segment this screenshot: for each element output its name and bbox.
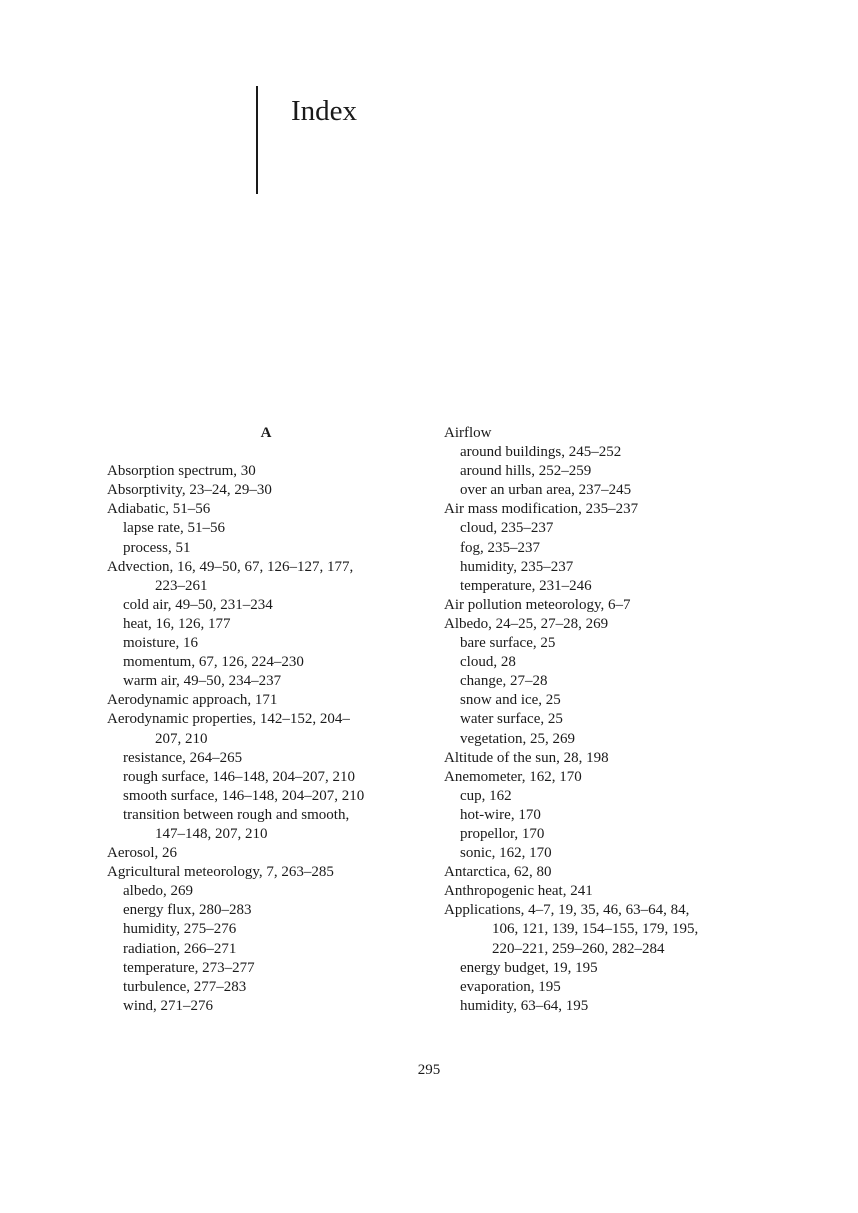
index-subentry: transition between rough and smooth, 147–148, 207, 210 — [107, 806, 425, 844]
index-subentry: warm air, 49–50, 234–237 — [123, 673, 282, 690]
index-entry: Airflow — [444, 425, 492, 441]
entry-continuation: 147–148, 207, 210 — [155, 825, 268, 842]
index-entry: Anthropogenic heat, 241 — [444, 883, 593, 900]
index-subentry: hot-wire, 170 — [460, 806, 541, 823]
index-entry: Albedo, 24–25, 27–28, 269 — [444, 615, 609, 632]
index-entry: Aerodynamic properties, 142–152, 204– 207, 210 — [107, 710, 425, 748]
index-subentry: temperature, 273–277 — [123, 959, 255, 976]
index-entry: Absorptivity, 23–24, 29–30 — [107, 482, 272, 499]
entry-continuation: 106, 121, 139, 154–155, 179, 195, — [492, 921, 699, 938]
entry-continuation: 223–261 — [155, 577, 208, 594]
index-subentry: albedo, 269 — [123, 883, 193, 900]
index-subentry: change, 27–28 — [460, 673, 548, 690]
index-subentry: sonic, 162, 170 — [460, 845, 552, 862]
index-subentry: fog, 235–237 — [460, 539, 540, 556]
entry-continuation: 207, 210 — [155, 730, 208, 747]
index-subentry: around hills, 252–259 — [460, 463, 592, 480]
index-subentry: evaporation, 195 — [460, 978, 561, 995]
index-subentry: turbulence, 277–283 — [123, 978, 247, 995]
index-column-left — [107, 424, 425, 1016]
index-subentry: temperature, 231–246 — [460, 577, 592, 594]
index-entry: Agricultural meteorology, 7, 263–285 — [107, 864, 334, 881]
index-subentry: smooth surface, 146–148, 204–207, 210 — [123, 787, 365, 804]
index-subentry: snow and ice, 25 — [460, 692, 561, 709]
index-subentry: vegetation, 25, 269 — [460, 730, 575, 747]
vertical-rule — [256, 86, 258, 194]
index-subentry: wind, 271–276 — [123, 997, 213, 1014]
index-subentry: humidity, 235–237 — [460, 558, 574, 575]
page-title: Index — [291, 95, 358, 127]
index-entry: Air pollution meteorology, 6–7 — [444, 596, 631, 613]
index-subentry: energy flux, 280–283 — [123, 902, 252, 919]
index-subentry: rough surface, 146–148, 204–207, 210 — [123, 768, 356, 785]
index-subentry: cup, 162 — [460, 787, 512, 804]
index-subentry: cloud, 28 — [460, 654, 516, 671]
index-subentry: radiation, 266–271 — [123, 940, 237, 957]
index-subentry: momentum, 67, 126, 224–230 — [123, 654, 304, 671]
index-subentry: lapse rate, 51–56 — [123, 520, 226, 537]
index-entry: Applications, 4–7, 19, 35, 46, 63–64, 84, 106, 121, 139, 154–155, 179, 195, 220–221, 259–260, 282–284 — [444, 901, 764, 958]
page-number: 295 — [417, 1062, 441, 1078]
index-subentry: cloud, 235–237 — [460, 520, 554, 537]
index-subentry: propellor, 170 — [460, 825, 545, 842]
index-subentry: cold air, 49–50, 231–234 — [123, 596, 273, 613]
index-subentry: moisture, 16 — [123, 635, 198, 652]
index-subentry: process, 51 — [123, 539, 191, 556]
index-subentry: water surface, 25 — [460, 711, 563, 728]
index-subentry: humidity, 275–276 — [123, 921, 237, 938]
index-subentry: around buildings, 245–252 — [460, 444, 622, 461]
index-column-right — [444, 424, 764, 1016]
index-subentry: energy budget, 19, 195 — [460, 959, 598, 976]
index-subentry: over an urban area, 237–245 — [460, 482, 632, 499]
entry-continuation: 220–221, 259–260, 282–284 — [492, 940, 665, 957]
index-subentry: bare surface, 25 — [460, 635, 556, 652]
section-letter: A — [260, 425, 272, 441]
index-subentry: resistance, 264–265 — [123, 749, 243, 766]
index-subentry: humidity, 63–64, 195 — [460, 997, 589, 1014]
index-entry: Aerodynamic approach, 171 — [107, 692, 278, 709]
index-entry: Aerosol, 26 — [107, 845, 177, 862]
index-entry: Antarctica, 62, 80 — [444, 864, 552, 881]
index-entry: Altitude of the sun, 28, 198 — [444, 749, 609, 766]
index-entry: Absorption spectrum, 30 — [107, 463, 256, 480]
index-subentry: heat, 16, 126, 177 — [123, 615, 231, 632]
index-entry: Anemometer, 162, 170 — [444, 768, 582, 785]
index-entry: Air mass modification, 235–237 — [444, 501, 639, 518]
index-entry: Advection, 16, 49–50, 67, 126–127, 177, 223–261 — [107, 558, 425, 596]
index-entry: Adiabatic, 51–56 — [107, 501, 211, 518]
